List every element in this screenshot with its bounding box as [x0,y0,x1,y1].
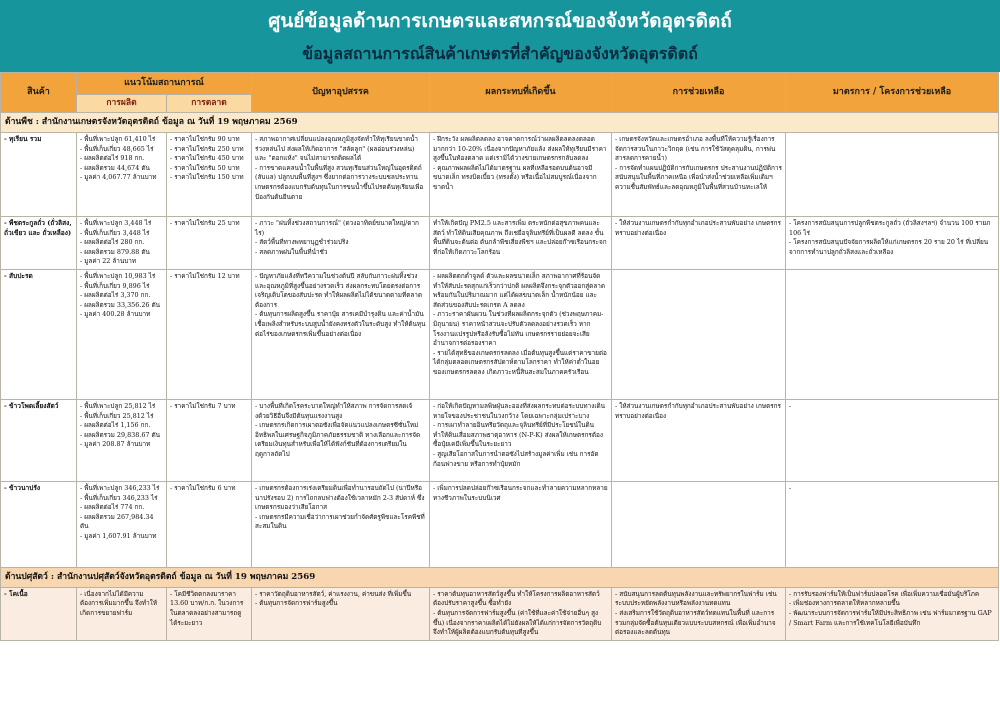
production-line: - ผลผลิตต่อไร่ 3,370 กก. [80,291,151,300]
production-line: - พื้นที่เพาะปลูก 346,233 ไร่ [80,483,160,492]
problems-cell [252,216,430,269]
production-cell [77,399,167,481]
table-row [1,587,999,640]
production-cell [77,481,167,567]
production-cell [77,587,167,640]
table-row [1,132,999,216]
assistance-line: - ส่งเสริมการใช้วัตถุดิบอาหารสัตว์ทดแทนในพื้นที่ และการรวมกลุ่มจัดซื้อต้นทุนเดียวแบบระบบสหกรณ์ เพื่อเพิ่มอำนาจต่อรองและลดต้นทุน [615,609,776,637]
measures-line: - [789,483,792,492]
production-line: - ผลผลิตต่อไร่ 280 กก. [80,238,145,247]
impact-cell [430,216,612,269]
problems-line: - เกษตรกรมีความเชื่อว่าการเผาช่วยกำจัดศัตรูพืชและโรคพืชที่สะสมในดิน [255,512,425,531]
product-name-cell: - โคเนื้อ [1,587,77,640]
section-header-livestock: ด้านปศุสัตว์ : สำนักงานปศุสัตว์จังหวัดอุตรดิตถ์ ข้อมูล ณ วันที่ 19 พฤษภาคม 2569 [1,567,999,587]
table-row [1,269,999,399]
market-line: - ราคาไม่ใช่กรัม 7 บาท [170,401,236,410]
product-name-cell: - ข้าวโพดเลี้ยงสัตว์ [1,399,77,481]
column-header-market: การตลาด [167,95,252,113]
measures-line: - พัฒนาระบบการจัดการฟาร์มให้มีประสิทธิภาพ เช่น ฟาร์มมาตรฐาน GAP / Smart Farm และการใช้เทคโนโลยีเพื่อบันทึก [789,609,992,627]
problems-cell [252,132,430,216]
market-cell [167,587,252,640]
section-header-crops: ด้านพืช : สำนักงานเกษตรจังหวัดอุตรดิตถ์ ข้อมูล ณ วันที่ 19 พฤษภาคม 2569 [1,113,999,133]
assistance-line: - ให้ส่วนงานเกษตรกำกับทุกอำเภอประสานพับอย่าง เกษตรกรทราบอย่างต่อเนื่อง [615,218,781,237]
production-line: - พื้นที่เพาะปลูก 25,812 ไร่ [80,401,156,410]
impact-line: - ภาวะราคาผันผวน ในช่วงที่ผลผลิตกระจุกตัว (ช่วงพฤษภาคม-มิถุนายน) ราคาหน้าสวนจะปรับตัวลดลงอย่างรวดเร็ว หากโรงงานแปรรูปหรือล้งรับซื้อไม่ทัน เกษตรกรรายย่อยจะเสียอำนาจการต่อรองราคา [433,310,604,348]
column-header-production: การผลิต [77,95,167,113]
assistance-line: - เกษตรจังหวัดและเกษตรอำเภอ ลงพื้นที่ให้ความรู้เรื่องการจัดการสวนในภาวะวิกฤต (เช่น การใช้วัสดุคลุมดิน, การพ่นสารลดการคายน้ำ) [615,134,776,163]
impact-cell [430,399,612,481]
production-line: - พื้นที่เพาะปลูก 10,983 ไร่ [80,271,156,280]
market-cell [167,216,252,269]
market-line: - ราคาไม่ใช่กรัม 250 บาท [170,144,244,153]
market-cell [167,481,252,567]
problems-line: - สัตว์พื้นที่ทางพหยาบุฏชำร่วมปริง [255,238,349,247]
problems-line: - สลดภาพฝนในพื้นที่นำชั่ว [255,247,328,256]
impact-line: - สูญเสียโอกาสในการนำตอซังไปสร้างมูลค่าเพิ่ม เช่น การอัดก้อนฟางขาย หรือการทำปุ๋ยหมัก [433,449,599,468]
impact-cell [430,481,612,567]
page-subtitle: ข้อมูลสถานการณ์สินค้าเกษตรที่สำคัญของจังหวัดอุตรดิตถ์ [302,44,698,63]
problems-line: - ต้นทุนการผลิตสูงขึ้น ราคาปุ๋ย สารเคมีบำรุงดิน และค่าน้ำมันเชื้อเพลิงสำหรับระบบสูบน้ำยังคงทรงตัวในระดับสูง ทำให้ต้นทุนต่อไร่ของเกษตรกรเพิ่มขึ้นอย่างต่อเนื่อง [255,310,426,338]
measures-cell [786,481,999,567]
measures-line: - [789,401,792,410]
impact-cell [430,269,612,399]
measures-cell [786,587,999,640]
measures-line: - โครงการสนับสนุนปัจจัยการผลิตให้แก่เกษตรกร 20 ราย 20 ไร่ ที่เปลี่ยนจากการทำนาปลูกถั่วลิสงและถั่วเหลือง [789,238,989,256]
production-line: - พื้นที่เพาะปลูก 3,448 ไร่ [80,218,152,227]
measures-cell [786,269,999,399]
assistance-cell [612,399,786,481]
product-name-cell: - สับปะรด [1,269,77,399]
problems-cell [252,587,430,640]
product-name-cell: - ข้าวนาปรัง [1,481,77,567]
problems-line: - การขาดแคลนน้ำในพื้นที่สูง สวนทุเรียนส่วนใหญ่ในอุตรดิตถ์ (ลับแล) ปลูกบนพื้นที่สูงฯ ซึ่งยากต่อการวางระบบชลประทาน เกษตรกรต้องแบกรับต้นทุนในการขนน้ำขึ้นไปรดต้นทุเรียนเพื่อป้องกันต้นยืนตาย [255,163,424,201]
impact-line: - ก่อให้เกิดปัญหามลพิษฝุ่นละอองที่ส่งผลกระทบต่อระบบทางเดินหายใจของประชาชนในวงกว้าง โดยเฉพาะกลุ่มเปราะบาง [433,401,606,420]
production-line: - พื้นที่เก็บเกี่ยว 48,665 ไร่ [80,144,154,153]
production-line: - ผลผลิตรวม 879.88 ตัน [80,247,150,256]
production-line: - มูลค่า 22 ล้านบาท [80,257,137,266]
impact-line: - ราคาต้นทุนอาหารสัตว์สูงขึ้น ทำให้โครงการผลิตอาหารสัตว์ต้องปรับราคาสูงขึ้น ซื้อทำยัง [433,589,600,608]
impact-line: - เพิ่มการปลดปล่อยก๊าซเรือนกระจกและทำลายความหลากหลายทางชีวภาพในระบบนิเวศ [433,483,608,502]
measures-cell [786,399,999,481]
market-line: - ราคาไม่ใช่กรัม 6 บาท [170,483,236,492]
production-line: - พื้นที่เก็บเกี่ยว 25,812 ไร่ [80,411,154,420]
market-line: - ราคาไม่ใช่กรัม 90 บาท [170,134,240,143]
assistance-cell [612,481,786,567]
assistance-cell [612,269,786,399]
production-line: - พื้นที่เพาะปลูก 61,410 ไร่ [80,134,156,143]
column-header-trend: แนวโน้มสถานการณ์ [77,73,252,95]
problems-cell [252,269,430,399]
situation-table-container [0,72,1000,706]
production-cell [77,269,167,399]
column-header-assistance: การช่วยเหลือ [612,73,786,113]
column-header-impact: ผลกระทบที่เกิดขึ้น [430,73,612,113]
page-title: ศูนย์ข้อมูลด้านการเกษตรและสหกรณ์ของจังหวัดอุตรดิตถ์ [268,10,732,32]
problems-cell [252,481,430,567]
production-line: - ผลผลิตรวม 33,356.26 ตัน [80,300,161,309]
production-cell [77,132,167,216]
problems-line: - บางพื้นที่เกิดโรคระบาดใหญ่ทำให้สภาพ การจัดการสดเจ้งด้วยวิธีอื่นจึงมีต้นทุนแรงงานสูง [255,401,413,420]
impact-line: ทำให้เกิดปัญ PM2.5 และสารเพิ่ม ตระหนักต่อสุขภาพคนและสัตว์ ทำให้ดินเสียคุณภาพ ถึงเชยื่อจุลินทรีย์ที่เป็นผลดี ลดลง ขั้นพื้นที่ดินจะต้นต่อ ต้นกล้าพืชเสี่ยงพืชฯ และปล่อยก๊าซเรือนกระจกที่ก่อให้เกิดภาวะโลกร้อน [433,218,607,256]
column-header-measures: มาตรการ / โครงการช่วยเหลือ [786,73,999,113]
problems-line: - ต้นทุนการจัดการฟาร์มสูงขึ้น [255,599,338,608]
assistance-cell [612,587,786,640]
column-header-problems: ปัญหาอุปสรรค [252,73,430,113]
production-line: - ผลผลิตรวม 44,674 ตัน [80,163,150,172]
production-line: - พื้นที่เก็บเกี่ยว 346,233 ไร่ [80,493,158,502]
measures-cell [786,216,999,269]
production-line: - ผลผลิตต่อไร่ 918 กก. [80,154,145,163]
impact-line: - ผลผลิตตกต่ำจูลด์ ตัวและผลขนาดเล็ก สภาพอากาศที่ร้อนจัดทำให้สับปะรดสุกแก่เร็วกว่าปกติ ผลผลิตจึงกระจุกตัวออกสู่ตลาดพร้อมกันในปริมาณมาก แต่ได้ผลขนาดเล็ก น้ำหนักน้อย และสัดส่วนของสับปะรดเกรด A ลดลง [433,271,605,309]
assistance-line: - การจัดทำแผนปฏิบัติการกับเกษตรกร ประสานงานปฏิบัติการสนับสนุนในพื้นที่ภาคเหนือ เพื่อนำส่งน้ำช่วยเหลือเพิ่มเติมฯ ความชื้นสัมพัทธ์และลดอุณหภูมิในพื้นที่สวนบ้านทะเลให้ [615,163,782,191]
production-line: - ผลผลิตรวม 267,984.34 ตัน [80,512,154,531]
product-name-cell: - พืชตระกูลถั่ว (ถั่วลิสง, ถั่วเขียว และ ถั่วเหลือง) [1,216,77,269]
problems-line: - เกษตรกรเกิดการเผาตอซังเพื่อจัดแนวแปลงเกษตรซีซั่นใหม่ อิทธิพลในเศรษฐกิจภูมิภาคภัยธรรมชาติ ทางเลือกและการจัดเตรียมเงินทุนสำหรับเพื่อให้ได้ฟังก์ชันที่ต้องการเตรียมในฤดูกาลถัดไป [255,421,421,458]
market-line: - ราคาไม่ใช่กรัม 150 บาท [170,173,244,182]
production-line: - มูลค่า 208.87 ล้านบาท [80,440,151,449]
production-line: - มูลค่า 4,067.77 ล้านบาท [80,173,157,182]
market-cell [167,132,252,216]
impact-line: - คุณภาพผลผลิตไม่ได้มาตรฐาน ผลที่เหลือรอดบนต้นอาจมีขนาดเล็ก ทรงบิดเบี้ยว (ทรงตั้ง) หรือเนื้อไม่สมบูรณ์เนื่องจากขาดน้ำ [433,163,597,191]
assistance-line: - ให้ส่วนงานเกษตรกำกับทุกอำเภอประสานพับอย่าง เกษตรกรทราบอย่างต่อเนื่อง [615,401,781,420]
market-line: - โคมีชีวิตตกลงมาราคา 13.60 บาท/ก.ก. ในวงการในตลาดลงอย่างสามารถดูได้ระยะยาว [170,589,244,627]
product-name-cell: - ทุเรียน รวม [1,132,77,216]
situation-table [0,72,999,641]
measures-line: - เพิ่มช่องทางการตลาดให้หลากหลายขึ้น [789,599,900,608]
problems-line: - เกษตรกรต้องการเร่งเตรียมดินเพื่อทำนารอบถัดไป (นาปีหรือนาปรังรอบ 2) การไถกลบฟางต้องใช้เวลาหมัก 2-3 สัปดาห์ ซึ่งเกษตรกรมองว่าเสียโอกาส [255,483,425,512]
market-line: - ราคาไม่ใช่กรัม 50 บาท [170,163,240,172]
measures-cell [786,132,999,216]
problems-line: - ปัญหาภัยแล้งที่ทวีความในช่วงต้นปี สลับกับภาวะฝนทิ้งช่วง และอุณหภูมิที่สูงขึ้นอย่างรวดเร็ว ส่งผลกระทบโดยตรงต่อการเจริญเติบโตของสับปะรด ทำให้ผลผลิตไม่ได้ขนาดตามที่ตลาดต้องการ [255,271,423,309]
production-line: - พื้นที่เก็บเกี่ยว 3,448 ไร่ [80,228,150,237]
problems-line: - สภาพอากาศเปลี่ยนแปลงอุณหภูมิสูงจัดทำให้ทุเรียนขาดน้ำ ร่วงหล่นไป ส่งผลให้เกิดอาการ "สลัดลูก" (ผลอ่อนร่วงหล่น) และ "ดอกแห้ง" จนไม่สามารถติดผลได้ [255,134,419,163]
problems-line: - ราคาวัตถุดิบอาหารสัตว์, ค่าแรงงาน, ค่าขนส่ง ที่เพิ่มขึ้น [255,589,412,598]
production-line: - มูลค่า 1,607.91 ล้านบาท [80,531,157,540]
market-cell [167,399,252,481]
impact-cell [430,587,612,640]
assistance-cell [612,132,786,216]
market-cell [167,269,252,399]
production-line: - ผลผลิตรวม 29,838.67 ตัน [80,430,161,439]
production-line: - เนื่องจากไม่ได้มีความต้องการเพิ่มมากขึ้น จึงทำให้เกิดการขยายฟาร์ม [80,589,158,618]
impact-line: - การเผาทำลายอินทรียวัตถุและจุลินทรีย์ที่มีประโยชน์ในดิน ทำให้ดินเสื่อมสภาพธาตุอาหาร (N-P-K) ส่งผลให้เกษตรกรต้องซื้อปุ๋ยเคมีเพิ่มขึ้นในระยะยาว [433,421,603,449]
problems-cell [252,399,430,481]
market-line: - ราคาไม่ใช่กรัม 25 บาท [170,218,240,227]
measures-line: - โครงการสนับสนุนการปลูกพืชตระกูลถั่ว (ถั่วลิสงฯลฯ) จำนวน 100 รายภ 106 ไร่ [789,218,991,237]
production-line: - มูลค่า 400.28 ล้านบาท [80,310,151,319]
assistance-line: - สนับสนุนการลดต้นทุนพลังงานและทรัพยากรในฟาร์ม เช่น ระบบประหยัดพลังงานหรือพลังงานทดแทน [615,589,777,608]
production-cell [77,216,167,269]
production-line: - ผลผลิตต่อไร่ 774 กก. [80,503,145,512]
table-row [1,481,999,567]
market-line: - ราคาไม่ใช่กรัม 450 บาท [170,154,244,163]
problems-line: - ภาวะ "ฝนทิ้งช่วงสถานการณ์" (ดวงอาทิตย์ขนาดใหญ่/ตากไร) [255,218,419,237]
production-line: - พื้นที่เก็บเกี่ยว 9,896 ไร่ [80,281,150,290]
production-line: - ผลผลิตต่อไร่ 1,156 กก. [80,421,151,430]
market-line: - ราคาไม่ใช่กรัม 12 บาท [170,271,240,280]
table-row [1,399,999,481]
table-row [1,216,999,269]
column-header-product: สินค้า [1,73,77,113]
header-banner [0,0,1000,72]
impact-line: - ฝีกระวัง ผลผลิตลดลง อาจคาดการณ์ว่าผลผลิตลดลงตลอดมากกว่า 10-20% เนื่องจากปัญหาภัยแล้ง ส่งผลให้ทุเรียนมีราคาสูงขึ้นในท้องตลาด แต่เรามิได้วางขายเกษตรกรกลับลดลง [433,134,607,163]
impact-line: - ต้นทุนการจัดการฟาร์มสูงขึ้น (ค่าใช้ที่และค่าใช้จ่ายอื่นๆ สูงขึ้น) เนื่องจากราคาเผลิตได้ไม่ยังผลให้ได้แก่การจัดการวัตถุดิบ จึงทำให้ผู้ผลิตต้องแบกรับต้นทุนที่สูงขึ้น [433,609,602,637]
impact-cell [430,132,612,216]
measures-line: - การรับรองฟาร์มให้เป็นฟาร์มปลอดโรค เพื่อเพิ่มความเชื่อมั่นผู้บริโภค [789,589,980,598]
assistance-cell [612,216,786,269]
impact-line: - รายได้สุทธิของเกษตรกรลดลง เมื่อต้นทุนสูงขึ้นแต่ราคาขายต่อ ได้กลุ่มตลอดเกษตรกรสัปดาห์ตามโลกราคา ทำให้ค่าต่ำในอยของเกษตรกรลดลง เกิดภาวะหนี้สินสะสมในภาคครัวเรือน [433,348,607,377]
